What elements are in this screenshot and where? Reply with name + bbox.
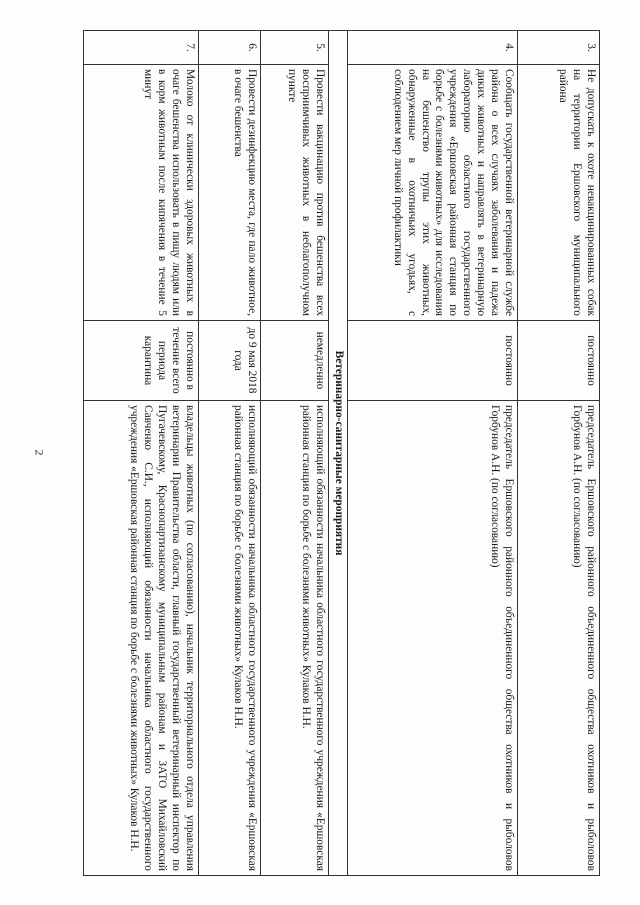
responsible-cell: председатель Ершовского районного объединенного общества охотников и рыболовов Горбунов А.Н. (по согласованию) <box>518 401 600 876</box>
row-number: 3. <box>518 31 600 65</box>
action-cell: Провести дезинфекцию места, где пало животное, в очаге бешенства <box>199 65 261 321</box>
responsible-cell: председатель Ершовского районного объединенного общества охотников и рыболовов Горбунов А.Н. (по согласованию) <box>348 401 518 876</box>
section-row <box>329 31 348 876</box>
action-cell: Провести вакцинацию против бешенства всех восприимчивых животных в неблагополучном пункте <box>261 65 329 321</box>
term-cell: до 9 мая 2018 года <box>199 321 261 401</box>
action-cell: Молоко от клинически здоровых животных в очаге бешенства использовать в пищу людям или в корм животным после кипячения в течение 5 минут <box>84 65 199 321</box>
section-title: Ветеринарно-санитарные мероприятия <box>329 31 348 876</box>
table-row <box>84 31 199 876</box>
responsible-cell: исполняющий обязанности начальника областного государственного учреждения «Ершовская районная станция по борьбе с болезнями животных» Кулаков Н.Н. <box>199 401 261 876</box>
responsible-cell: исполняющий обязанности начальника областного государственного учреждения «Ершовская районная станция по борьбе с болезнями животных» Кулаков Н.Н. <box>261 401 329 876</box>
term-cell: постоянно в течение всего периода карантина <box>84 321 199 401</box>
rotated-table-wrapper <box>80 30 600 875</box>
responsible-cell: владельцы животных (по согласованию), начальник территориального отдела управления ветеринарии Правительства области, главный государственный ветеринарный инспектор по Пугачевскому, Краснопартизанскому муниципальным районам и ЗАТО Михайловский Савченко С.И., исполняющий обязанности начальника областного государственного учреждения «Ершовская районная станция по борьбе с болезнями животных» Кулаков Н.Н. <box>84 401 199 876</box>
row-number: 7. <box>84 31 199 65</box>
page-number: 2 <box>32 449 47 456</box>
table-row <box>518 31 600 876</box>
term-cell: немедленно <box>261 321 329 401</box>
term-cell: постоянно <box>518 321 600 401</box>
row-number: 5. <box>261 31 329 65</box>
table-row <box>348 31 518 876</box>
row-number: 6. <box>199 31 261 65</box>
row-number: 4. <box>348 31 518 65</box>
action-cell: Сообщать государственной ветеринарной службе района о всех случаях заболевания и падежа диких животных и направлять в ветеринарную лабораторию областного государственного учреждения «Ершовская районная станция по борьбе с болезнями животных» для исследования на бешенство трупы этих животных, обнаруженные в охотничьих угодьях, с соблюдением мер личной профилактики <box>348 65 518 321</box>
table-row <box>261 31 329 876</box>
measures-table <box>83 30 600 876</box>
action-cell: Не допускать к охоте невакцинированных собак на территории Ершовского муниципального района <box>518 65 600 321</box>
term-cell: постоянно <box>348 321 518 401</box>
table-row <box>199 31 261 876</box>
